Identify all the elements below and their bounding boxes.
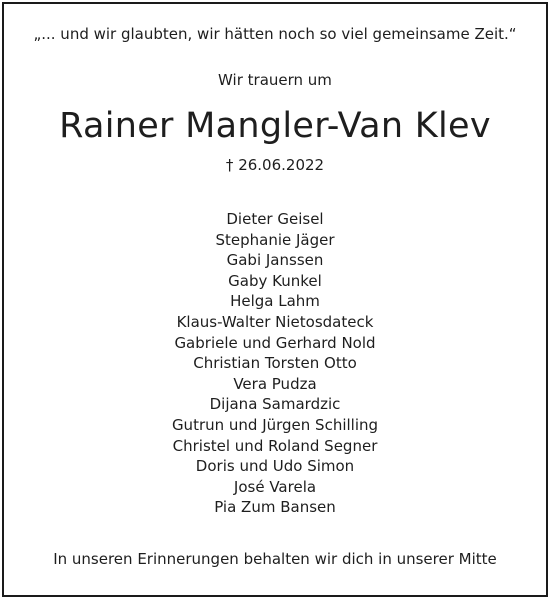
mourner-name: Dijana Samardzic <box>209 395 341 414</box>
mourner-list <box>4 209 546 518</box>
intro-text: Wir trauern um <box>218 71 332 89</box>
mourner-name: Gabriele und Gerhard Nold <box>174 333 376 352</box>
death-date: † 26.06.2022 <box>225 156 325 174</box>
obituary-notice <box>2 2 548 597</box>
mourner-name: Gabi Janssen <box>226 251 324 270</box>
mourner-name: Christian Torsten Otto <box>193 354 357 373</box>
mourner-name: Doris und Udo Simon <box>195 457 355 476</box>
mourner-name: Stephanie Jäger <box>215 230 335 249</box>
deceased-name: Rainer Mangler-Van Klev <box>59 106 491 146</box>
mourner-name: Klaus-Walter Nietosdateck <box>176 312 374 331</box>
closing-text: In unseren Erinnerungen behalten wir dich in unserer Mitte <box>53 550 497 568</box>
quote-text: „... und wir glaubten, wir hätten noch so viel gemeinsame Zeit.“ <box>33 25 517 43</box>
mourner-name: Dieter Geisel <box>226 210 324 228</box>
mourner-name: Vera Pudza <box>233 374 317 393</box>
mourner-name: Gaby Kunkel <box>228 271 322 290</box>
mourner-name: Christel und Roland Segner <box>172 436 378 455</box>
mourner-name: José Varela <box>233 477 317 496</box>
mourner-name: Helga Lahm <box>230 292 320 311</box>
mourner-name: Pia Zum Bansen <box>214 498 336 517</box>
mourner-name: Gutrun und Jürgen Schilling <box>171 415 379 434</box>
